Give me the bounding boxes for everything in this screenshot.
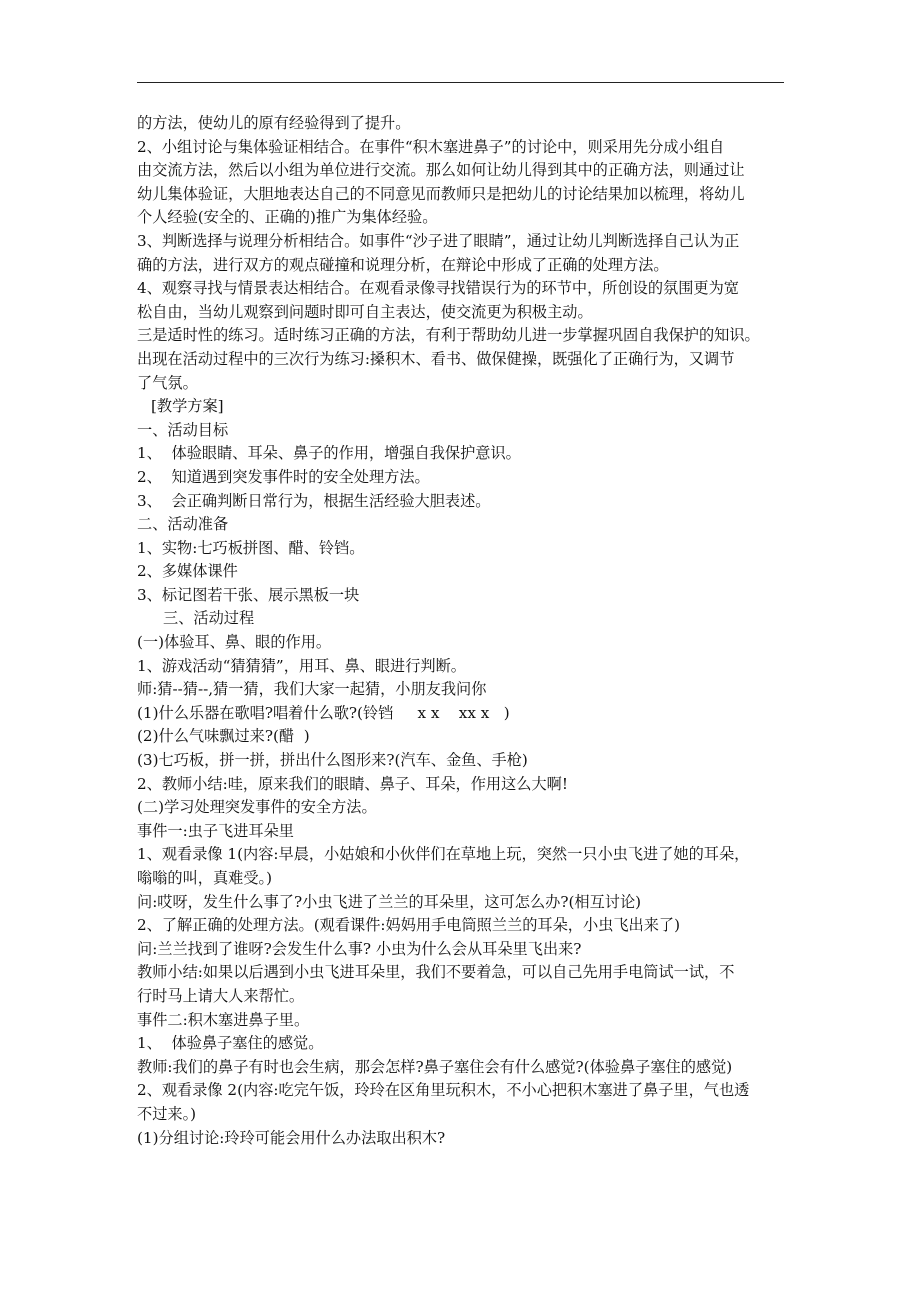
- text-line: (1)分组讨论:玲玲可能会用什么办法取出积木?: [137, 1128, 446, 1147]
- text-line: 由交流方法，然后以小组为单位进行交流。那么如何让幼儿得到其中的正确方法，则通过让: [137, 161, 745, 180]
- text-line: 确的方法，进行双方的观点碰撞和说理分析，在辩论中形成了正确的处理方法。: [137, 255, 669, 274]
- text-line: 3、判断选择与说理分析相结合。如事件“沙子进了眼睛”，通过让幼儿判断选择自己认为正: [137, 231, 740, 250]
- text-line: (1)什么乐器在歌唱?唱着什么歌?(铃铛 x x xx x ): [137, 703, 510, 722]
- text-line: 问:哎呀，发生什么事了?小虫飞进了兰兰的耳朵里，这可怎么办?(相互讨论): [137, 892, 642, 911]
- header-rule: [137, 82, 784, 83]
- text-line: 4、观察寻找与情景表达相结合。在观看录像寻找错误行为的环节中，所创设的氛围更为宽: [137, 279, 739, 298]
- text-line: 2、小组讨论与集体验证相结合。在事件“积木塞进鼻子”的讨论中，则采用先分成小组自: [137, 137, 725, 156]
- text-line: 1、游戏活动“猜猜猜”，用耳、鼻、眼进行判断。: [137, 656, 466, 675]
- text-line: 出现在活动过程中的三次行为练习:搡积木、看书、做保健操，既强化了正确行为，又调节: [137, 349, 735, 368]
- section-heading: [教学方案]: [151, 397, 224, 416]
- text-line: 3、 会正确判断日常行为，根据生活经验大胆表述。: [137, 491, 491, 510]
- document-body: [137, 112, 797, 1150]
- text-line: 三是适时性的练习。适时练习正确的方法，有利于帮助幼儿进一步掌握巩固自我保护的知识。: [137, 326, 760, 345]
- text-line: (3)七巧板，拼一拼，拼出什么图形来?(汽车、金鱼、手枪): [137, 751, 528, 770]
- text-line: 幼儿集体验证，大胆地表达自己的不同意见而教师只是把幼儿的讨论结果加以梳理，将幼儿: [137, 184, 745, 203]
- text-line: 事件二:积木塞进鼻子里。: [137, 1010, 310, 1029]
- text-line: 2、观看录像 2(内容:吃完午饭，玲玲在区角里玩积木，不小心把积木塞进了鼻子里，气也透: [137, 1081, 750, 1100]
- text-line: 问:兰兰找到了谁呀?会发生什么事? 小虫为什么会从耳朵里飞出来?: [137, 939, 582, 958]
- text-line: 嗡嗡的叫，真难受。): [137, 869, 273, 887]
- text-line: 2、多媒体课件: [137, 562, 238, 581]
- text-line: 松自由，当幼儿观察到问题时即可自主表达，使交流更为积极主动。: [137, 302, 593, 321]
- section-heading: 二、活动准备: [137, 515, 229, 534]
- text-line: (一)体验耳、鼻、眼的作用。: [137, 633, 332, 652]
- text-line: 1、 体验眼睛、耳朵、鼻子的作用，增强自我保护意识。: [137, 444, 521, 463]
- text-line: 2、 知道遇到突发事件时的安全处理方法。: [137, 467, 430, 486]
- section-heading: 三、活动过程: [163, 609, 255, 628]
- text-line: 1、实物:七巧板拼图、醋、铃铛。: [137, 538, 365, 557]
- text-line: 的方法，使幼儿的原有经验得到了提升。: [137, 114, 411, 132]
- text-line: 2、了解正确的处理方法。(观看课件:妈妈用手电筒照兰兰的耳朵，小虫飞出来了): [137, 916, 681, 935]
- text-line: 行时马上请大人来帮忙。: [137, 986, 305, 1005]
- text-line: 事件一:虫子飞进耳朵里: [137, 821, 294, 840]
- text-line: 2、教师小结:哇，原来我们的眼睛、鼻子、耳朵，作用这么大啊!: [137, 774, 568, 793]
- text-line: 教师小结:如果以后遇到小虫飞进耳朵里，我们不要着急，可以自己先用手电筒试一试，不: [137, 963, 735, 982]
- text-line: 师:猜--猜--,猜一猜，我们大家一起猜，小朋友我问你: [137, 680, 487, 699]
- text-line: (2)什么气味飘过来?(醋 ): [137, 727, 310, 746]
- text-line: 个人经验(安全的、正确的)推广为集体经验。: [137, 208, 438, 227]
- text-line: (二)学习处理突发事件的安全方法。: [137, 798, 377, 817]
- text-line: 教师:我们的鼻子有时也会生病，那会怎样?鼻子塞住会有什么感觉?(体验鼻子塞住的感觉): [137, 1057, 733, 1076]
- text-line: 3、标记图若干张、展示黑板一块: [137, 585, 360, 604]
- text-line: 1、观看录像 1(内容:早晨，小姑娘和小伙伴们在草地上玩，突然一只小虫飞进了她的耳朵，: [137, 845, 750, 864]
- section-heading: 一、活动目标: [137, 420, 229, 439]
- text-line: 了气氛。: [137, 373, 198, 392]
- text-line: 不过来。): [137, 1104, 197, 1123]
- text-line: 1、 体验鼻子塞住的感觉。: [137, 1034, 324, 1053]
